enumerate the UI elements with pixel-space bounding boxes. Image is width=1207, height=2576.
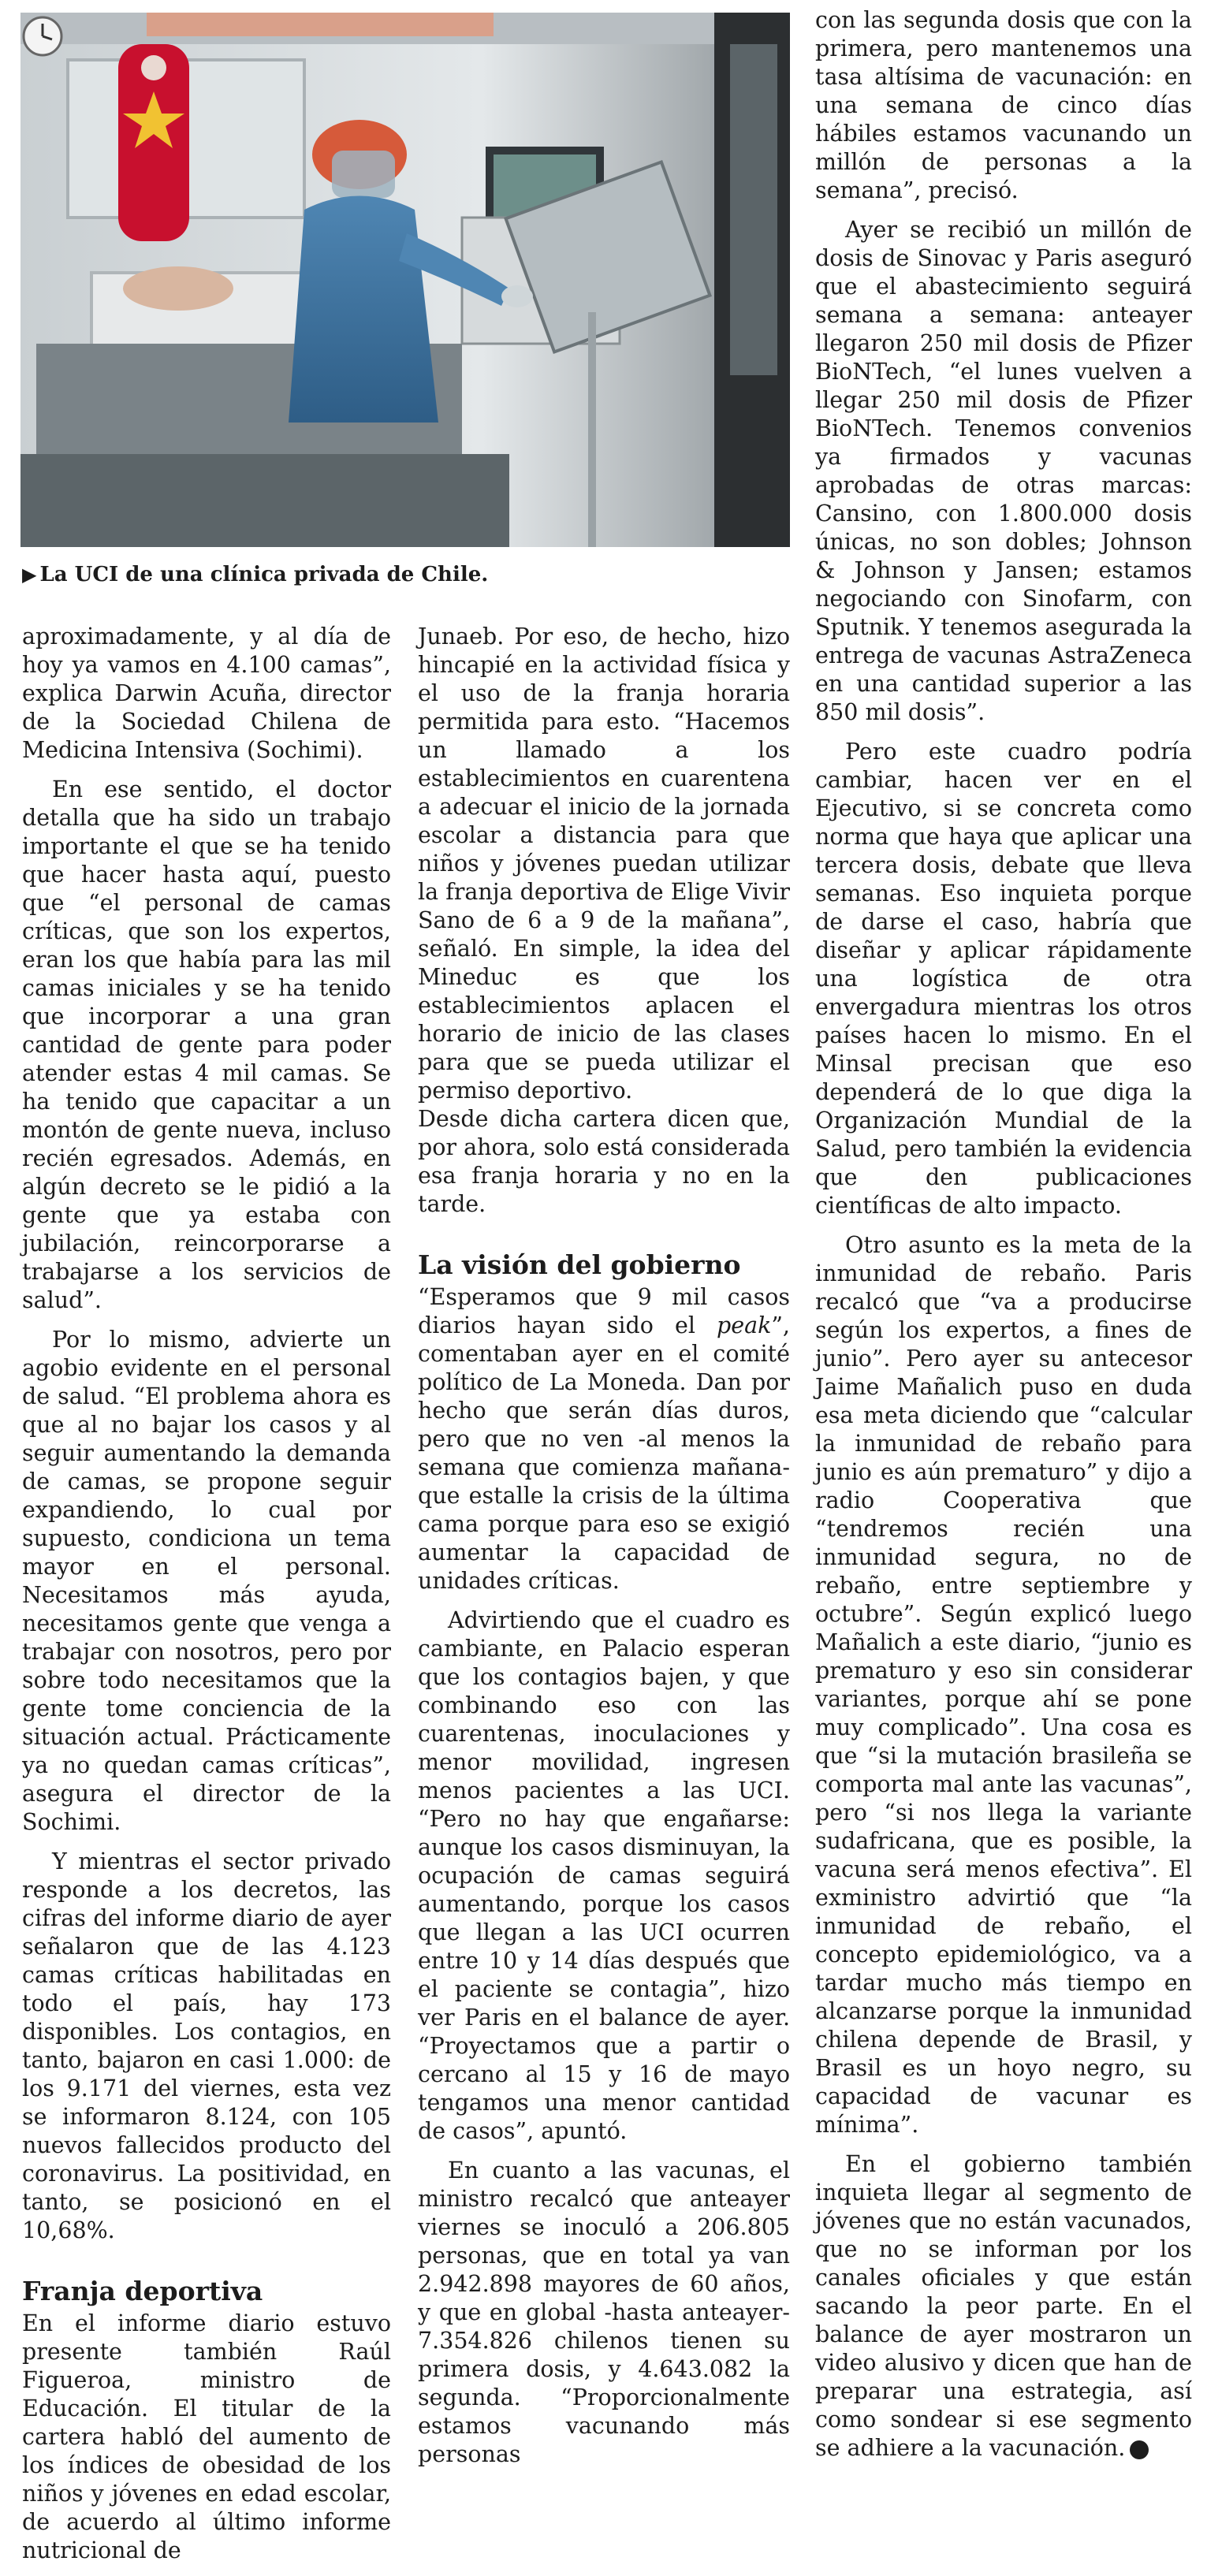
uci-photo	[20, 13, 790, 547]
section-heading: Franja deportiva	[22, 2276, 263, 2306]
paragraph: En cuanto a las vacunas, el ministro recalcó que anteayer viernes se inoculó a 206.805 personas, que en total ya van 2.942.898 mayores de 60 años, y que en global -hasta anteayer- 7.354.826 chilenos tienen su primera dosis, y 4.643.082 la segunda. “Proporcionalmente estamos vacunando más personas	[418, 2157, 790, 2467]
section-heading: La visión del gobierno	[418, 1249, 741, 1280]
uci-photo-image	[20, 13, 790, 547]
photo-caption	[22, 561, 792, 588]
article-column-3	[815, 6, 1192, 2474]
paragraph: con las segunda dosis que con la primera, pero mantenemos una tasa altísima de vacunación: en una semana de cinco días hábiles estamos vacunando un millón de personas a la semana”, precisó.	[815, 7, 1192, 203]
paragraph: En el informe diario estuvo presente también Raúl Figueroa, ministro de Educación. El titular de la cartera habló del aumento de los índices de obesidad de los niños y jóvenes en edad escolar, de acuerdo al último informe nutricional de	[22, 2310, 391, 2563]
paragraph: aproximadamente, y al día de hoy ya vamos en 4.100 camas”, explica Darwin Acuña, director de la Sociedad Chilena de Medicina Intensiva (Sochimi).	[22, 624, 391, 763]
emphasis-text: peak	[716, 1312, 772, 1338]
paragraph: Pero este cuadro podría cambiar, hacen ver en el Ejecutivo, si se concreta como norma que haya que aplicar una tercera dosis, debate que lleva semanas. Eso inquieta porque de darse el caso, habría que diseñar y aplicar rápidamente una logística de otra envergadura mientras los otros países hacen lo mismo. En el Minsal precisan que eso dependerá de lo que diga la Organización Mundial de la Salud, pero también la evidencia que den publicaciones científicas de alto impacto.	[815, 739, 1192, 1219]
paragraph-text: “Esperamos que 9 mil casos diarios hayan sido el	[418, 1284, 790, 1338]
paragraph: Junaeb. Por eso, de hecho, hizo hincapié en la actividad física y el uso de la franja horaria permitida para esto. “Hacemos un llamado a los establecimientos en cuarentena a adecuar el inicio de la jornada escolar a distancia para que niños y jóvenes puedan utilizar la franja deportiva de Elige Vivir Sano de 6 a 9 de la mañana”, señaló. En simple, la idea del Mineduc es que los establecimientos aplacen el horario de inicio de las clases para que se pueda utilizar el permiso deportivo.	[418, 624, 790, 1104]
end-mark-icon: D	[1130, 2440, 1149, 2459]
article-column-1	[22, 623, 391, 2576]
paragraph: Por lo mismo, advierte un agobio evidente en el personal de salud. “El problema ahora es que al no bajar los casos y al seguir aumentando la demanda de camas, se propone seguir expandiendo, lo cual por supuesto, condiciona un tema mayor en el personal. Necesitamos más ayuda, necesitamos gente que venga a trabajar con nosotros, pero por sobre todo necesitamos que la gente tome conciencia de la situación actual. Prácticamente ya no quedan camas críticas”, asegura el director de la Sochimi.	[22, 1327, 391, 1835]
paragraph: En ese sentido, el doctor detalla que ha sido un trabajo importante el que se ha tenido que hacer hasta aquí, puesto que “el personal de camas críticas, que son los expertos, eran los que había para las mil camas iniciales y se ha tenido que incorporar a una gran cantidad de gente para poder atender estas 4 mil camas. Se ha tenido que capacitar a un montón de gente nueva, incluso recién egresados. Además, en algún decreto se le pidió a la gente que ya estaba con jubilación, reincorporarse a trabajarse a los servicios de salud”.	[22, 776, 391, 1313]
paragraph-text: ”, comentaban ayer en el comité político de La Moneda. Dan por hecho que serán días duros, pero que no ven -al menos la semana que comienza mañana- que estalle la crisis de la última cama porque para eso se exigió aumentar la capacidad de unidades críticas.	[418, 1312, 790, 1594]
paragraph: Otro asunto es la meta de la inmunidad de rebaño. Paris recalcó que “va a producirse según los expertos, a fines de junio”. Pero ayer su antecesor Jaime Mañalich puso en duda esa meta diciendo que “calcular la inmunidad de rebaño para junio es aún prematuro” y dijo a radio Cooperativa que “tendremos recién una inmunidad segura, no de rebaño, entre septiembre y octubre”. Según explicó luego Mañalich a este diario, “junio es prematuro y eso sin considerar variantes, porque ahí se pone muy complicado”. Una cosa es que “si la mutación brasileña se comporta mal ante las vacunas”, pero “si nos llega la variante sudafricana, que es posible, la vacuna será menos efectiva”. El exministro advirtió que “la inmunidad de rebaño, el concepto epidemiológico, va a tardar mucho más tiempo en alcanzarse porque la inmunidad chilena depende de Brasil, y Brasil es un hoyo negro, su capacidad de vacunar es mínima”.	[815, 1232, 1192, 2138]
paragraph	[815, 2150, 1192, 2462]
paragraph	[418, 1283, 790, 1595]
caption-arrow-icon: ▶	[22, 564, 37, 586]
caption-text: La UCI de una clínica privada de Chile.	[39, 563, 489, 586]
paragraph: Desde dicha cartera dicen que, por ahora, solo está considerada esa franja horaria y no en la tarde.	[418, 1106, 790, 1217]
paragraph-text: En el gobierno también inquieta llegar al segmento de jóvenes que no están vacunados, que no se informan por los canales oficiales y que están sacando la peor parte. En el balance de ayer mostraron un video alusivo y dicen que han de preparar una estrategia, así como sondear si ese segmento se adhiere a la vacunación.	[815, 2151, 1192, 2461]
paragraph: Y mientras el sector privado responde a los decretos, las cifras del informe diario de ayer señalaron que de las 4.123 camas críticas habilitadas en todo el país, hay 173 disponibles. Los contagios, en tanto, bajaron en casi 1.000: de los 9.171 del viernes, esta vez se informaron 8.124, con 105 nuevos fallecidos producto del coronavirus. La positividad, en tanto, se posicionó en el 10,68%.	[22, 1848, 391, 2243]
paragraph: Ayer se recibió un millón de dosis de Sinovac y Paris aseguró que el abastecimiento seguirá semana a semana: anteayer llegaron 250 mil dosis de Pfizer BioNTech, “el lunes vuelven a llegar 250 mil dosis de Pfizer BioNTech. Tenemos convenios ya firmados y vacunas aprobadas de otras marcas: Cansino, con 1.800.000 dosis únicas, no son dobles; Johnson & Johnson y Jansen; estamos negociando con Sinofarm, con Sputnik. Y tenemos asegurada la entrega de vacunas AstraZeneca en una cantidad superior a las 850 mil dosis”.	[815, 217, 1192, 725]
article-column-2	[418, 623, 790, 2480]
paragraph: Advirtiendo que el cuadro es cambiante, en Palacio esperan que los contagios bajen, y que combinando eso con las cuarentenas, inoculaciones y menor movilidad, ingresen menos pacientes a las UCI. “Pero no hay que engañarse: aunque los casos disminuyan, la ocupación de camas seguirá aumentando, porque los casos que llegan a las UCI ocurren entre 10 y 14 días después que el paciente se contagia”, hizo ver Paris en el balance de ayer. “Proyectamos que a partir o cercano al 15 y 16 de mayo tengamos una menor cantidad de casos”, apuntó.	[418, 1607, 790, 2144]
